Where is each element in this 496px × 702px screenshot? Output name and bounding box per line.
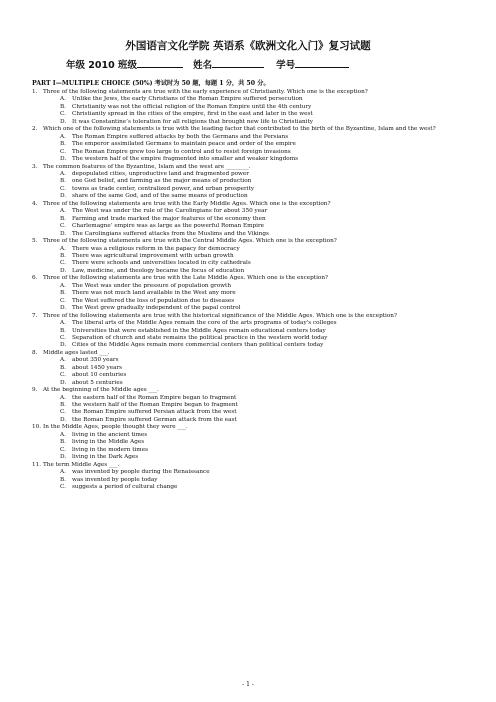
option-letter: B. [60,327,66,334]
option-letter: A. [60,208,66,215]
question-3 [32,164,462,171]
option-text: The western half of the empire fragmented into smaller and weaker kingdoms [72,156,299,163]
option-letter: C. [60,446,66,453]
student-id-blank [295,58,349,68]
answer-option [32,156,462,163]
option-text: living in the Middle Ages [72,439,145,446]
answer-option [32,111,462,118]
question-text: Three of the following statements are true with the historical significance of the Middle Ages. Which one is the exception? [43,312,397,319]
answer-option [32,96,462,103]
option-text: The West grew gradually independent of the papal control [72,305,241,312]
answer-option [32,439,462,446]
option-text: towns as trade center, centralized power, and urban prosperity [72,185,255,192]
question-text: The term Middle Ages ___. [43,461,120,468]
option-letter: D. [60,230,67,237]
question-number: 3. [32,163,38,170]
grade-class-label: 年级 2010 班级 [66,60,138,71]
answer-option [32,342,462,349]
option-letter: A. [60,394,66,401]
answer-option [32,380,462,387]
option-letter: B. [60,364,66,371]
question-text: Three of the following statements are true with the Early Middle Ages. Which one is the exception? [43,200,331,207]
option-letter: A. [60,245,66,252]
question-text: Middle ages lasted ___. [43,349,110,356]
option-letter: A. [60,282,66,289]
answer-option [32,395,462,402]
name-label: 姓名 [193,60,213,71]
question-text: Three of the following statements are true with the Central Middle Ages. Which one is the exception? [43,238,337,245]
option-text: Unlike the Jews, the early Christians of the Roman Empire suffered persecution [72,96,303,103]
option-text: depopulated cities, unproductive land and fragmented power [72,170,250,177]
answer-option [32,186,462,193]
option-text: Cities of the Middle Ages remain more commercial centers than political centers today [72,342,324,349]
option-text: Christianity spread in the cities of the empire, first in the east and later in the west [72,111,313,118]
option-letter: B. [60,215,66,222]
answer-option [32,134,462,141]
option-text: Universities that were established in the Middle Ages remain educational centers today [72,327,326,334]
answer-option [32,417,462,424]
option-letter: D. [60,193,67,200]
answer-option [32,469,462,476]
option-letter: A. [60,133,66,140]
option-text: about 350 years [72,357,119,364]
answer-option [32,246,462,253]
option-text: living in the Dark Ages [72,454,139,461]
option-text: share of the same God, and of the same means of production [72,193,248,200]
option-letter: D. [60,416,67,423]
answer-option [32,104,462,111]
answer-option [32,298,462,305]
answer-option [32,454,462,461]
option-letter: B. [60,439,66,446]
student-id-label: 学号 [276,60,296,71]
answer-option [32,193,462,200]
question-4 [32,201,462,208]
option-letter: A. [60,170,66,177]
option-text: Charlemagne’ empire was as large as the powerful Roman Empire [72,223,265,230]
option-text: There was agricultural improvement with urban growth [72,252,234,259]
question-number: 8. [32,349,38,356]
question-10 [32,424,462,431]
answer-option [32,305,462,312]
answer-option [32,231,462,238]
option-letter: C. [60,372,66,379]
option-text: It was Constantine’s toleration for all religions that brought new life to Christianity [72,118,313,125]
answer-option [32,149,462,156]
answer-option [32,432,462,439]
answer-option [32,208,462,215]
student-info-line [66,57,349,71]
answer-option [32,372,462,379]
option-text: living in the modern times [72,446,148,453]
question-text: The common features of the Byzantine, Islam and the west are ________. [43,163,251,170]
question-number: 6. [32,275,38,282]
answer-option [32,365,462,372]
answer-option [32,409,462,416]
option-letter: C. [60,148,66,155]
option-letter: C. [60,260,66,267]
option-text: the Roman Empire suffered German attack from the east [72,416,237,423]
question-5 [32,238,462,245]
option-letter: C. [60,334,66,341]
option-letter: A. [60,431,66,438]
option-text: The West suffered the loss of population due to diseases [72,297,235,304]
option-letter: A. [60,96,66,103]
option-text: the eastern half of the Roman Empire began to fragment [72,394,237,401]
option-letter: C. [60,223,66,230]
option-text: living in the ancient times [72,431,148,438]
option-letter: A. [60,357,66,364]
question-text: Three of the following statements are true with the early experience of Christianity. Which one is the exception? [43,89,368,95]
option-text: The liberal arts of the Middle Ages remain the core of the arts programs of today's colleges [72,320,337,327]
option-text: There was not much land available in the West any more [72,290,236,297]
option-letter: B. [60,141,66,148]
option-letter: B. [60,252,66,259]
answer-option [32,141,462,148]
option-text: was invented by people during the Renaissance [72,469,210,476]
option-text: about 5 centuries [72,379,123,386]
answer-option [32,283,462,290]
option-letter: C. [60,484,66,491]
question-text: Three of the following statements are true with the Late Middle Ages. Which one is the exception? [43,275,329,282]
question-number: 1. [32,89,38,95]
question-11 [32,462,462,469]
answer-option [32,477,462,484]
option-letter: D. [60,342,67,349]
option-letter: C. [60,185,66,192]
option-letter: C. [60,297,66,304]
option-letter: B. [60,178,66,185]
answer-option [32,119,462,126]
option-letter: B. [60,103,66,110]
option-text: Separation of church and state remains the political practice in the western world today [72,334,328,341]
option-text: about 10 centuries [72,372,127,379]
page-title: 外国语言文化学院 英语系《欧洲文化入门》复习试题 [125,40,371,52]
option-letter: D. [60,379,67,386]
option-text: There was a religious reform in the papacy for democracy [72,245,240,252]
question-number: 10. [32,424,42,431]
option-text: Farming and trade marked the major features of the economy then [72,215,266,222]
question-number: 4. [32,200,38,207]
option-text: There were schools and universities located in city cathedrals [72,260,251,267]
answer-option [32,320,462,327]
answer-option [32,171,462,178]
option-text: The West was under the rule of the Carolingians for about 350 year [72,208,268,215]
answer-option [32,290,462,297]
question-1 [32,89,462,96]
part-heading: PART I—MULTIPLE CHOICE (50%) 考试时为 50 题，每题 1 分，共 50 分。 [32,80,270,87]
option-letter: B. [60,476,66,483]
answer-option [32,268,462,275]
answer-option [32,216,462,223]
option-letter: C. [60,111,66,118]
answer-option [32,328,462,335]
question-number: 2. [32,126,38,133]
question-number: 9. [32,387,38,394]
option-text: one God belief, and farming as the major means of production [72,178,252,185]
question-list [32,89,462,491]
option-letter: A. [60,469,66,476]
option-letter: D. [60,118,67,125]
question-text: In the Middle Ages, people thought they were ___. [43,424,188,431]
option-letter: B. [60,402,66,409]
option-text: about 1450 years [72,364,123,371]
answer-option [32,335,462,342]
question-number: 11. [32,461,42,468]
question-8 [32,350,462,357]
option-letter: C. [60,409,66,416]
option-text: The Roman Empire grew too large to control and to resist foreign invasions [72,148,291,155]
option-text: the western half of the Roman Empire began to fragment [72,402,238,409]
question-9 [32,387,462,394]
option-letter: D. [60,156,67,163]
answer-option [32,402,462,409]
option-text: The emperor assimilated Germans to maintain peace and order of the empire [72,141,296,148]
answer-option [32,223,462,230]
question-text: At the beginning of the Middle ages ___. [43,387,159,394]
name-blank [212,58,264,68]
option-text: The Carolingians suffered attacks from the Muslims and the Vikings [72,230,269,237]
option-letter: D. [60,267,67,274]
answer-option [32,357,462,364]
option-letter: D. [60,305,67,312]
question-6 [32,275,462,282]
option-text: Christianity was not the official religion of the Roman Empire until the 4th century [72,103,312,110]
answer-option [32,253,462,260]
option-letter: A. [60,320,66,327]
option-text: The West was under the pressure of population growth [72,282,231,289]
answer-option [32,447,462,454]
option-letter: B. [60,290,66,297]
option-text: was invented by people today [72,476,158,483]
answer-option [32,178,462,185]
question-2 [32,126,462,133]
question-text: Which one of the following statements is true with the leading factor that contributed to the birth of the Byzantine, Islam and the west? [43,126,436,133]
option-letter: D. [60,454,67,461]
page-number: - 1 - [242,681,254,688]
question-7 [32,313,462,320]
option-text: The Roman Empire suffered attacks by both the Germans and the Persians [72,133,289,140]
question-number: 5. [32,238,38,245]
answer-option [32,484,462,491]
question-number: 7. [32,312,38,319]
option-text: the Roman Empire suffered Persian attack from the west [72,409,237,416]
option-text: Law, medicine, and theology became the focus of education [72,267,245,274]
class-blank [137,58,183,68]
option-text: suggests a period of cultural change [72,484,178,491]
answer-option [32,260,462,267]
